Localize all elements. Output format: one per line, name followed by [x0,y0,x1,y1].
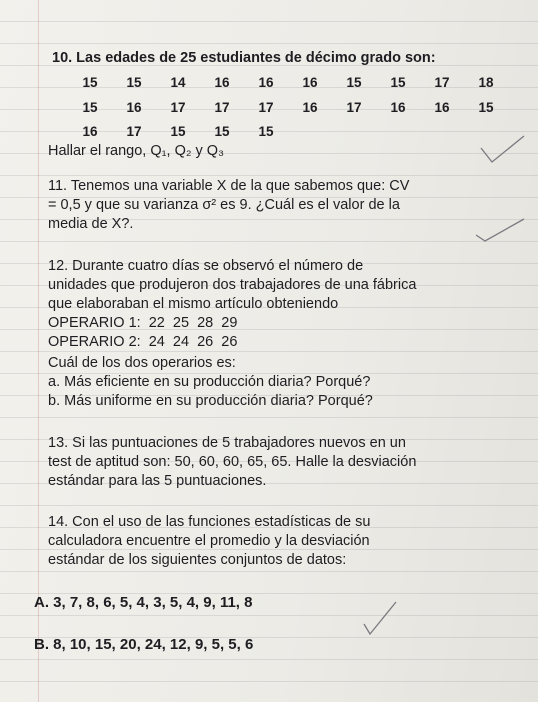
problem-12-text-2: unidades que produjeron dos trabajadores de una fábrica [48,277,417,293]
age-value: 15 [82,75,98,90]
problem-10-task: Hallar el rango, Q₁, Q₂ y Q₃ [48,143,224,159]
checkmark-icon [360,598,400,638]
age-value: 16 [302,75,318,90]
problem-11-text-1: 11. Tenemos una variable X de la que sabemos que: CV [48,178,410,194]
data-set-a: A. 3, 7, 8, 6, 5, 4, 3, 5, 4, 9, 11, 8 [34,594,253,611]
problem-14-text-2: calculadora encuentre el promedio y la desviación [48,533,370,549]
checkmark-icon [478,132,528,172]
age-value: 17 [258,100,274,115]
age-value: 14 [170,75,186,90]
problem-11-text-3: media de X?. [48,216,134,232]
problem-12-option-b: b. Más uniforme en su producción diaria? Porqué? [48,393,373,409]
problem-14-text-1: 14. Con el uso de las funciones estadísticas de su [48,514,371,530]
age-value: 16 [302,100,318,115]
age-value: 15 [390,75,406,90]
problem-10-title: 10. Las edades de 25 estudiantes de décimo grado son: [52,50,436,66]
problem-12-text-3: que elaboraban el mismo artículo obteniendo [48,296,339,312]
problem-12-text-1: 12. Durante cuatro días se observó el número de [48,258,364,274]
problem-13-text-3: estándar para las 5 puntuaciones. [48,473,267,489]
age-value: 18 [478,75,494,90]
operario-2-data: OPERARIO 2: 24 24 26 26 [48,334,238,350]
age-value: 17 [346,100,362,115]
operario-1-data: OPERARIO 1: 22 25 28 29 [48,315,238,331]
age-value: 16 [390,100,406,115]
age-value: 17 [170,100,186,115]
problem-12-question: Cuál de los dos operarios es: [48,355,236,371]
age-value: 16 [126,100,142,115]
age-value: 15 [170,124,186,139]
age-value: 17 [214,100,230,115]
age-value: 16 [258,75,274,90]
problem-14-text-3: estándar de los siguientes conjuntos de datos: [48,552,347,568]
problem-12-option-a: a. Más eficiente en su producción diaria? Porqué? [48,374,371,390]
problem-11-text-2: = 0,5 y que su varianza σ² es 9. ¿Cuál es el valor de la [48,197,400,213]
age-value: 16 [434,100,450,115]
problem-13-text-1: 13. Si las puntuaciones de 5 trabajadores nuevos en un [48,435,406,451]
data-set-b: B. 8, 10, 15, 20, 24, 12, 9, 5, 5, 6 [34,636,254,653]
age-value: 15 [214,124,230,139]
age-value: 15 [82,100,98,115]
age-value: 17 [434,75,450,90]
age-value: 16 [214,75,230,90]
age-value: 16 [82,124,98,139]
checkmark-icon [472,215,527,247]
problem-13-text-2: test de aptitud son: 50, 60, 60, 65, 65. Halle la desviación [48,454,417,470]
age-value: 15 [478,100,494,115]
age-value: 17 [126,124,142,139]
age-value: 15 [126,75,142,90]
age-value: 15 [258,124,274,139]
age-value: 15 [346,75,362,90]
